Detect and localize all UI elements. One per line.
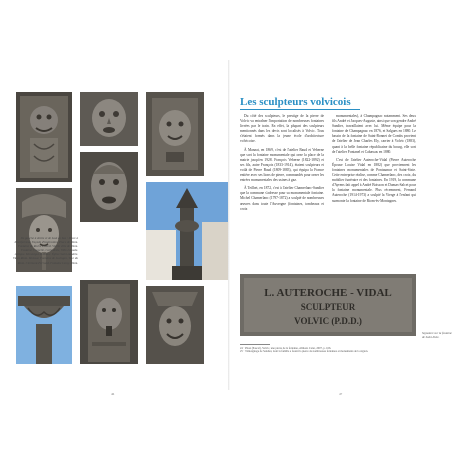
- photo-engraved-plaque: [240, 274, 416, 336]
- book-gutter: [228, 60, 230, 390]
- footnote-rule: [240, 344, 270, 345]
- heading-underline: [240, 109, 360, 110]
- paragraph: À Teilhet, en 1872, c'est à l'atelier Chamerlanc-Sandier que la commune s'adresse pour sa monumentale fontaine. Michel Chamerlanc (1797-1872) a sculpté de nombreuses œuvres dans toute l'Auvergne (fontaines, tombeaux et croix: [240, 186, 324, 211]
- paragraph: Du côté des sculpteurs, le prestige de la pierre de Volvic va entraîner l'importation de nombreuses fontaines livrées par le train. En effet, la plupart des sculpteurs mentionnés dans les devis sont localisés à Volvic. Tous s'étaient formés dans la jeune école d'architecture volvicoise.: [240, 114, 324, 144]
- section-heading: Les sculpteurs volvicois: [240, 96, 351, 108]
- footnotes: [240, 344, 416, 354]
- paragraph: C'est de l'atelier Auteroche-Vidal (Pierre Auteroche Épouse Louise Vidal en 1882) que proviennent les fontaines monumentales de Pontaumur et Saint-Sixte. Cette entreprise réalise, comme Chamerlanc, des croix, du mobilier funéraire et des fontaines. En 1919, la commune d'Ayrens fait appel à André Boisson et Dumas-Salcet pour la fontaine monumentale. Plus récemment, Fernand Auteroche (1914-1973) a sculpté la Vierge à l'enfant qui surmonte la fontaine de Riom-ès-Montagnes.: [332, 157, 416, 203]
- left-page-number: 46: [111, 392, 115, 396]
- photo-stone-mask-pillar: [80, 280, 138, 364]
- plaque-caption: Signature sur la fontaine de Saint-Sixte.: [422, 331, 452, 339]
- plaque-line-3: VOLVIC (P.D.D.): [294, 316, 362, 326]
- photo-carved-capital: [16, 286, 72, 364]
- photo-stone-face-mask-2: [80, 152, 138, 222]
- paragraph: À Manzat, en 1869, c'est de l'atelier Baud et Veberne que sort la fontaine monumentale qui orne la place de la mairie jusqu'en 1928. François Veberne (1822-1892) et ses fils, autre François (1833-1914), étaient sculpteurs et voilà de Pierre Baud (1809-1883), qui équipa la France entière avec ses lions de pierre, commandés pour orner les entrées monumentales des usines à gaz.: [240, 147, 324, 183]
- photo-stone-lion-head-relief: [146, 92, 204, 176]
- paragraph: monumentales), à Champagnac notamment. Ses deux fils André et Jacques-Auguste, ainsi que son gendre André Sandier, travaillaient avec lui. Même équipe pour la fontaine de Champagnac en 1876, et Salgues en 1880. Le bassin de la fontaine de Saint-Bonnet de Combs provient de l'atelier de Jean Charles Ely, carrier à Volvic (1883), quant à la belle fontaine républicaine du bourg, elle sort de l'atelier Fontanel et Cabassas en 1880.: [332, 114, 416, 154]
- left-photo-caption: De gauche à droite et de haut en bas : Place à Montferrand. Façade d'inspiration. Place de Riom. Fontaine de Roche Pillard. Vieille ville de Riom. Fontaine Chapelle, Cathédrale, Ville-Chaude. Antique. Montaigut-le-Blanc. Église Saint-Amable. Vieux Riom. Moissat. Fontaine de Lucinges, Tour du Riom. Clermont-Ferrand. Fontaine Leroy. Riom.: [13, 236, 78, 265]
- plaque-line-1: L. AUTEROCHE - VIDAL: [264, 287, 392, 299]
- photo-fountain-pillar-blue-sky: [146, 182, 228, 280]
- photo-stone-grotesque-relief: [16, 92, 72, 182]
- text-column-1: [240, 114, 324, 215]
- photo-stone-mask-face: [146, 286, 204, 364]
- footnote: 25 · Témoignage de Sandier, dont la famille a fourni la pierre de nombreuses fontaines et monuments de la région.: [240, 350, 369, 354]
- right-page-number: 47: [339, 392, 343, 396]
- plaque-line-2: SCULPTEUR: [300, 302, 356, 312]
- photo-stone-face-mask-1: [80, 92, 138, 146]
- footnote: 24 · Piton (Pascal), Volvic, une pierre de la fontaine, éditions Créer, 2007, p. 166.: [240, 346, 332, 350]
- text-column-2: [332, 114, 416, 207]
